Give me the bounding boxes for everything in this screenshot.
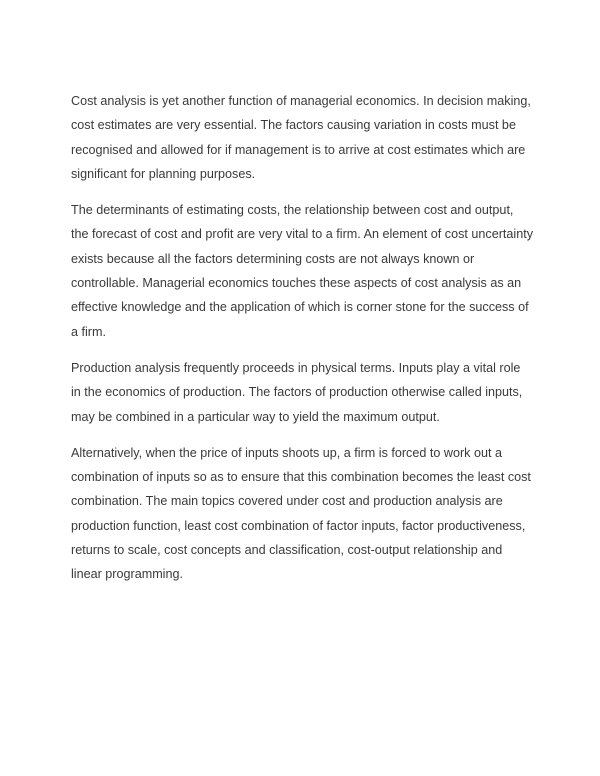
paragraph-cost-determinants: The determinants of estimating costs, the relationship between cost and output, the forecast of cost and profit are very vital to a firm. An element of cost uncertainty exists because all the factors determining costs are not always known or controllable. Managerial economics touches these aspects of cost analysis as an effective knowledge and the application of which is corner stone for the success of a firm.: [71, 203, 533, 339]
document-body: [71, 89, 533, 599]
paragraph-production-analysis: Production analysis frequently proceeds in physical terms. Inputs play a vital role in the economics of production. The factors of production otherwise called inputs, may be combined in a particular way to yield the maximum output.: [71, 360, 523, 424]
paragraph-least-cost-combination: Alternatively, when the price of inputs shoots up, a firm is forced to work out a combination of inputs so as to ensure that this combination becomes the least cost combination. The main topics covered under cost and production analysis are production function, least cost combination of factor inputs, factor productiveness, returns to scale, cost concepts and classification, cost-output relationship and linear programming.: [71, 445, 531, 582]
paragraph-cost-analysis: Cost analysis is yet another function of managerial economics. In decision making, cost estimates are very essential. The factors causing variation in costs must be recognised and allowed for if management is to arrive at cost estimates which are significant for planning purposes.: [71, 94, 531, 181]
